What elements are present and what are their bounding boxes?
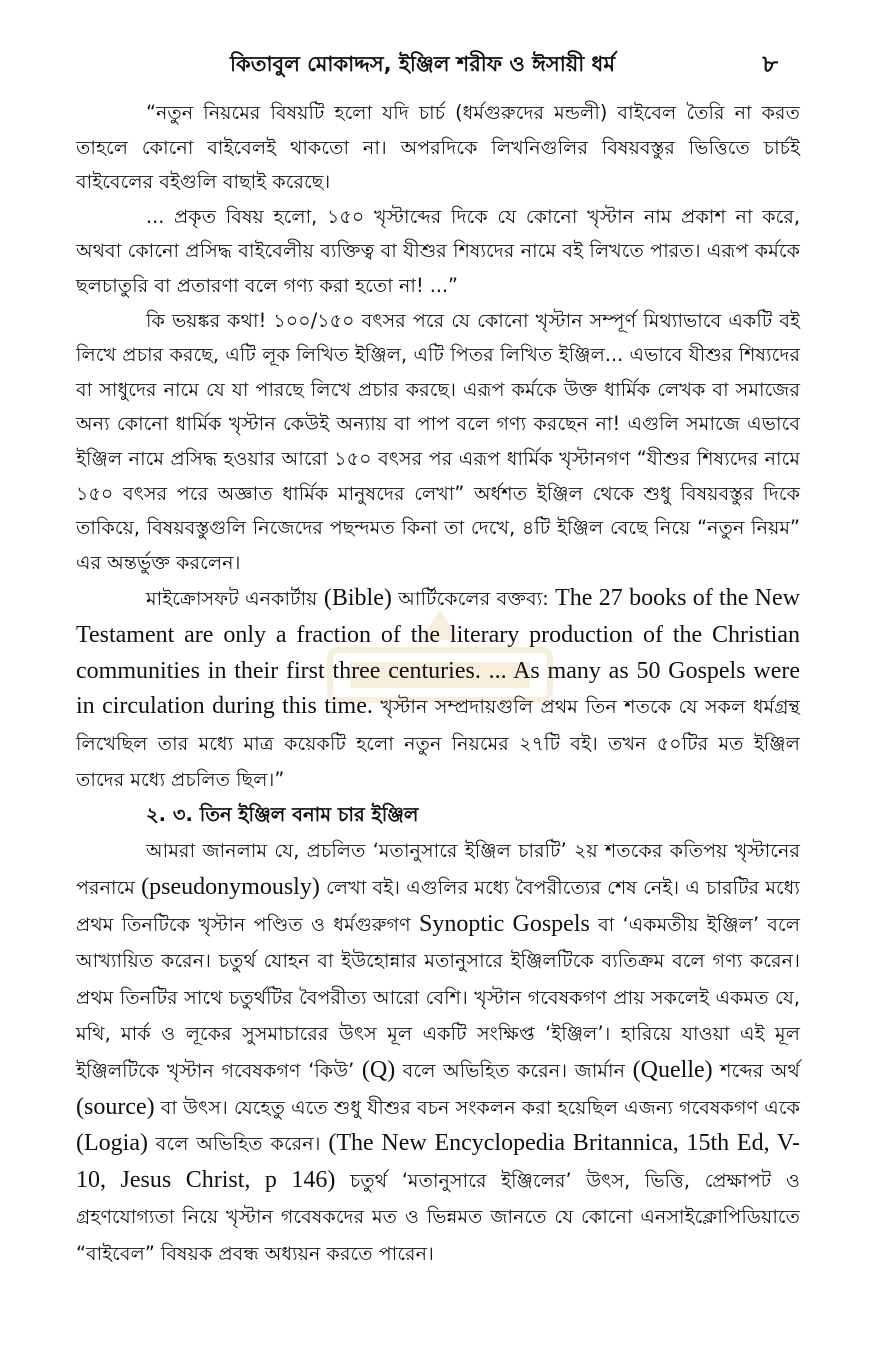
synoptic-en-b: Synoptic Gospels bbox=[419, 910, 590, 937]
paragraph-commentary: কি ভয়ঙ্কর কথা! ১০০/১৫০ বৎসর পরে যে কোনো খৃস্টান সম্পূর্ণ মিথ্যাভাবে একটি বই লিখে প্রচার করছে, এটি লূক লিখিত ইঞ্জিল, এটি পিতর লিখিত ইঞ্জিল... এভাবে যীশুর শিষ্যদের বা সাধুদের নামে যে যা পারছে লিখে প্রচার করছে। এরূপ কর্মকে উক্ত ধার্মিক লেখক বা সমাজের অন্য কোনো ধার্মিক খৃস্টান কেউই অন্যায় বা পাপ বলে গণ্য করছেন না! এগুলি সমাজে এভাবে ইঞ্জিল নামে প্রসিদ্ধ হওয়ার আরো ১৫০ বৎসর পর এরূপ ধার্মিক খৃস্টানগণ “যীশুর শিষ্যদের নামে ১৫০ বৎসর পরে অজ্ঞাত ধার্মিক মানুষদের লেখা” অর্ধশত ইঞ্জিল থেকে শুধু বিষয়বস্তুর দিকে তাকিয়ে, বিষয়বস্তুগুলি নিজেদের পছন্দমত কিনা তা দেখে, ৪টি ইঞ্জিল বেছে নিয়ে “নতুন নিয়ম” এর অন্তর্ভুক্ত করলেন। bbox=[76, 308, 800, 574]
synoptic-en-a: (pseudonymously) bbox=[141, 874, 320, 901]
synoptic-text-h: চতুর্থ ‘মতানুসারে ইঞ্জিলের’ উৎস, ভিত্তি, প্রেক্ষাপট ও গ্রহণযোগ্যতা নিয়ে খৃস্টান গবেষকদের মত ও ভিন্নমত জানতে যে কোনো এনসাইক্লোপিডিয়াতে “বাইবেল” বিষয়ক প্রবন্ধ অধ্যয়ন করতে পারেন। bbox=[76, 1168, 800, 1265]
page-header bbox=[0, 48, 870, 82]
synoptic-text-f: বা উৎস। যেহেতু এতে শুধু যীশুর বচন সংকলন করা হয়েছিল এজন্য গবেষকগণ একে bbox=[154, 1095, 800, 1119]
encarta-text-c: খৃস্টান সম্প্রদায়গুলি প্রথম তিন শতকে যে সকল ধর্মগ্রন্থ লিখেছিল তার মধ্যে মাত্র কয়েকটি হলো নতুন নিয়মের ২৭টি বই। তখন ৫০টির মত ইঞ্জিল তাদের মধ্যে প্রচলিত ছিল।” bbox=[76, 695, 801, 792]
synoptic-text-c: বা ‘একমতীয় ইঞ্জিল’ বলে আখ্যায়িত করেন। চতুর্থ যোহন বা ইউহোন্নার মতানুসারে ইঞ্জিলটিকে ব্যতিক্রম বলে গণ্য করেন। প্রথম তিনটির সাথে চতুর্থটির বৈপরীত্য আরো বেশি। খৃস্টান গবেষকগণ প্রায় সকলেই একমত যে, মথি, মার্ক ও লূকের সুসমাচারের উৎস মূল একটি সংক্ষিপ্ত ‘ইঞ্জিল’। হারিয়ে যাওয়া এই মূল ইঞ্জিলটিকে খৃস্টান গবেষকগণ ‘কিউ’ bbox=[76, 912, 800, 1083]
paragraph-synoptic bbox=[76, 832, 800, 1271]
synoptic-text-g: বলে অভিহিত করেন। bbox=[147, 1132, 329, 1156]
paragraph-quote-end: ... প্রকৃত বিষয় হলো, ১৫০ খৃস্টাব্দের দিকে যে কোনো খৃস্টান নাম প্রকাশ না করে, অথবা কোনো প্রসিদ্ধ বাইবেলীয় ব্যক্তিত্ব বা যীশুর শিষ্যদের নামে বই লিখতে পারত। এরূপ কর্মকে ছলচাতুরি বা প্রতারণা বলে গণ্য করা হতো না! ...” bbox=[76, 204, 800, 297]
synoptic-en-e: (source) bbox=[76, 1093, 155, 1120]
synoptic-text-a: আমরা জানলাম যে, প্রচলিত ‘মতানুসারে ইঞ্জিল চারটি’ ২য় শতকের কতিপয় খৃস্টানের পরনামে bbox=[76, 839, 800, 900]
running-title: কিতাবুল মোকাদ্দস, ইঞ্জিল শরীফ ও ঈসায়ী ধর্ম bbox=[230, 52, 615, 76]
synoptic-en-c: (Q) bbox=[361, 1057, 396, 1084]
paragraph-encarta bbox=[76, 580, 800, 798]
page-number: ৮ bbox=[762, 50, 778, 78]
synoptic-text-e: শব্দের অর্থ bbox=[712, 1059, 800, 1083]
section-heading: ২. ৩. তিন ইঞ্জিল বনাম চার ইঞ্জিল bbox=[146, 802, 419, 826]
synoptic-text-b: লেখা বই। এগুলির মধ্যে বৈপরীত্যের শেষ নেই। এ চারটির মধ্যে প্রথম তিনটিকে খৃস্টান পণ্ডিত ও ধর্মগুরুগণ bbox=[76, 876, 800, 936]
encarta-quote-english: The 27 books of the New Testament are only a fraction of the literary production of the Christian communities in their first three centuries. ... As many as 50 Gospels were in circulation during this time. bbox=[76, 585, 801, 720]
encarta-text-a: মাইক্রোসফট এনকার্টায় bbox=[146, 587, 324, 611]
synoptic-en-f: (Logia) bbox=[76, 1130, 148, 1157]
synoptic-text-d: বলে অভিহিত করেন। জার্মান bbox=[395, 1059, 633, 1083]
synoptic-en-d: (Quelle) bbox=[632, 1057, 713, 1084]
paragraph-quote-start: “নতুন নিয়মের বিষয়টি হলো যদি চার্চ (ধর্মগুরুদের মন্ডলী) বাইবেল তৈরি না করত তাহলে কোনো বাইবেলই থাকতো না। অপরদিকে লিখনিগুলির বিষয়বস্তুর ভিত্তিতে চার্চই বাইবেলের বইগুলি বাছাই করেছে। bbox=[76, 101, 800, 194]
synoptic-citation: (The New Encyclopedia Britannica, 15th Ed, V-10, Jesus Christ, p 146) bbox=[76, 1130, 800, 1193]
encarta-en-a: (Bible) bbox=[323, 585, 392, 612]
encarta-text-b: আর্টিকেলের বক্তব্য: bbox=[391, 587, 556, 611]
body-text bbox=[76, 96, 800, 1272]
